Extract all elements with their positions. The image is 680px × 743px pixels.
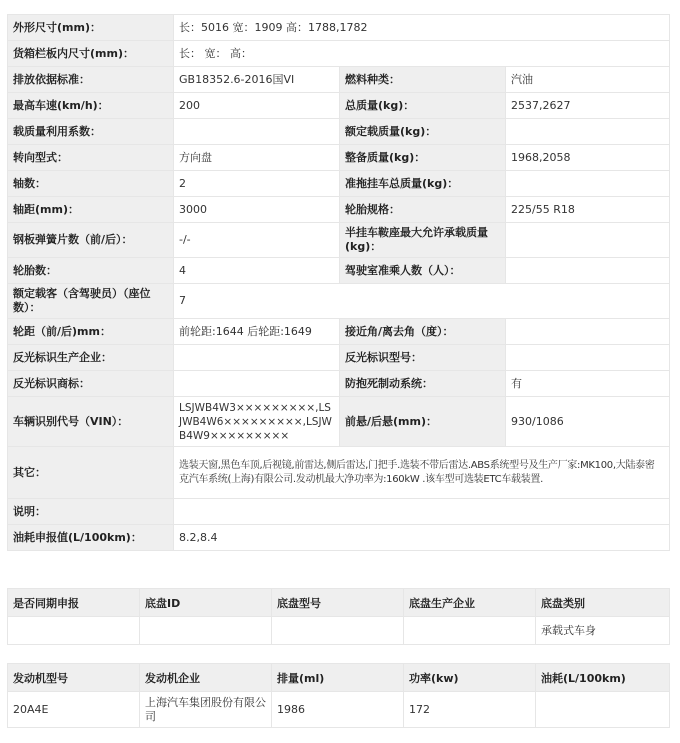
chassis-header: 底盘类别 [536,589,670,617]
fuel-consumption-value: 8.2,8.4 [174,525,670,551]
notes-label: 说明： [8,499,174,525]
max-speed-label: 最高车速(km/h)： [8,93,174,119]
rated-load-label: 额定载质量(kg)： [340,119,506,145]
trailer-mass-label: 准拖挂车总质量(kg)： [340,171,506,197]
spec-row [8,93,670,119]
other-value: 选装天窗,黑色车顶,后视镜,前雷达,侧后雷达,门把手.选装不带后雷达.ABS系统型号及生产厂家:MK100,大陆泰密克汽车系统(上海)有限公司.发动机最大净功率为:160kW .该车型可选装ETC车载装置. [174,447,670,499]
spec-row [8,223,670,258]
chassis-header-row [8,589,670,617]
reflector-maker-label: 反光标识生产企业： [8,345,174,371]
tire-spec-value: 225/55 R18 [506,197,670,223]
vin-value: LSJWB4W3×××××××××,LSJWB4W6×××××××××,LSJWB4W9××××××××× [174,397,340,447]
spec-row-notes [8,499,670,525]
cargo-box-value: 长： 宽： 高： [174,41,670,67]
reflector-model-value [506,345,670,371]
spec-row [8,319,670,345]
table-row [8,617,670,645]
notes-value [174,499,670,525]
spec-row [8,258,670,284]
engine-cell: 上海汽车集团股份有限公司 [140,692,272,728]
spec-row [8,119,670,145]
spec-row [8,371,670,397]
saddle-load-label: 半挂车鞍座最大允许承载质量(kg)： [340,223,506,258]
fuel-type-value: 汽油 [506,67,670,93]
table-row [8,692,670,728]
chassis-cell [8,617,140,645]
seats-value: 7 [174,284,670,319]
tire-spec-label: 轮胎规格： [340,197,506,223]
chassis-header: 底盘ID [140,589,272,617]
approach-angle-label: 接近角/离去角（度）： [340,319,506,345]
spec-row [8,345,670,371]
engine-header: 排量(ml) [272,664,404,692]
track-value: 前轮距:1644 后轮距:1649 [174,319,340,345]
engine-header: 发动机型号 [8,664,140,692]
trailer-mass-value [506,171,670,197]
leaf-springs-value: -/- [174,223,340,258]
curb-weight-label: 整备质量(kg)： [340,145,506,171]
overhang-label: 前悬/后悬(mm)： [340,397,506,447]
load-utilization-label: 载质量利用系数： [8,119,174,145]
fuel-consumption-label: 油耗申报值(L/100km)： [8,525,174,551]
steering-value: 方向盘 [174,145,340,171]
spec-row [8,171,670,197]
spec-row [8,67,670,93]
dimensions-label: 外形尺寸(mm)： [8,15,174,41]
chassis-table [7,588,670,645]
spec-row [8,197,670,223]
engine-header-row [8,664,670,692]
axles-label: 轴数： [8,171,174,197]
other-label: 其它： [8,447,174,499]
wheelbase-label: 轴距(mm)： [8,197,174,223]
leaf-springs-label: 钢板弹簧片数（前/后）： [8,223,174,258]
chassis-cell [140,617,272,645]
track-label: 轮距（前/后)mm： [8,319,174,345]
tire-count-label: 轮胎数： [8,258,174,284]
chassis-cell: 承载式车身 [536,617,670,645]
spec-row-dimensions [8,15,670,41]
engine-cell [536,692,670,728]
abs-value: 有 [506,371,670,397]
chassis-cell [404,617,536,645]
chassis-header: 底盘型号 [272,589,404,617]
max-speed-value: 200 [174,93,340,119]
chassis-cell [272,617,404,645]
abs-label: 防抱死制动系统： [340,371,506,397]
cab-passengers-value [506,258,670,284]
curb-weight-value: 1968,2058 [506,145,670,171]
engine-cell: 20A4E [8,692,140,728]
gross-mass-label: 总质量(kg)： [340,93,506,119]
cargo-box-label: 货箱栏板内尺寸(mm)： [8,41,174,67]
reflector-brand-value [174,371,340,397]
approach-angle-value [506,319,670,345]
reflector-model-label: 反光标识型号： [340,345,506,371]
spec-row [8,397,670,447]
load-utilization-value [174,119,340,145]
engine-header: 功率(kw) [404,664,536,692]
spec-row-fuel-consumption [8,525,670,551]
engine-header: 发动机企业 [140,664,272,692]
engine-header: 油耗(L/100km) [536,664,670,692]
rated-load-value [506,119,670,145]
engine-cell: 172 [404,692,536,728]
emission-standard-label: 排放依据标准： [8,67,174,93]
vehicle-spec-table [7,14,670,551]
engine-table [7,663,670,728]
cab-passengers-label: 驾驶室准乘人数（人）： [340,258,506,284]
steering-label: 转向型式： [8,145,174,171]
overhang-value: 930/1086 [506,397,670,447]
dimensions-value: 长：5016 宽：1909 高：1788,1782 [174,15,670,41]
emission-standard-value: GB18352.6-2016国VI [174,67,340,93]
axles-value: 2 [174,171,340,197]
spec-row-other [8,447,670,499]
fuel-type-label: 燃料种类： [340,67,506,93]
spec-row-seats [8,284,670,319]
spec-row [8,145,670,171]
spec-row-cargo-box [8,41,670,67]
reflector-maker-value [174,345,340,371]
reflector-brand-label: 反光标识商标： [8,371,174,397]
vin-label: 车辆识别代号（VIN）： [8,397,174,447]
chassis-header: 底盘生产企业 [404,589,536,617]
tire-count-value: 4 [174,258,340,284]
chassis-header: 是否同期申报 [8,589,140,617]
seats-label: 额定载客（含驾驶员）（座位数）： [8,284,174,319]
saddle-load-value [506,223,670,258]
wheelbase-value: 3000 [174,197,340,223]
engine-cell: 1986 [272,692,404,728]
gross-mass-value: 2537,2627 [506,93,670,119]
